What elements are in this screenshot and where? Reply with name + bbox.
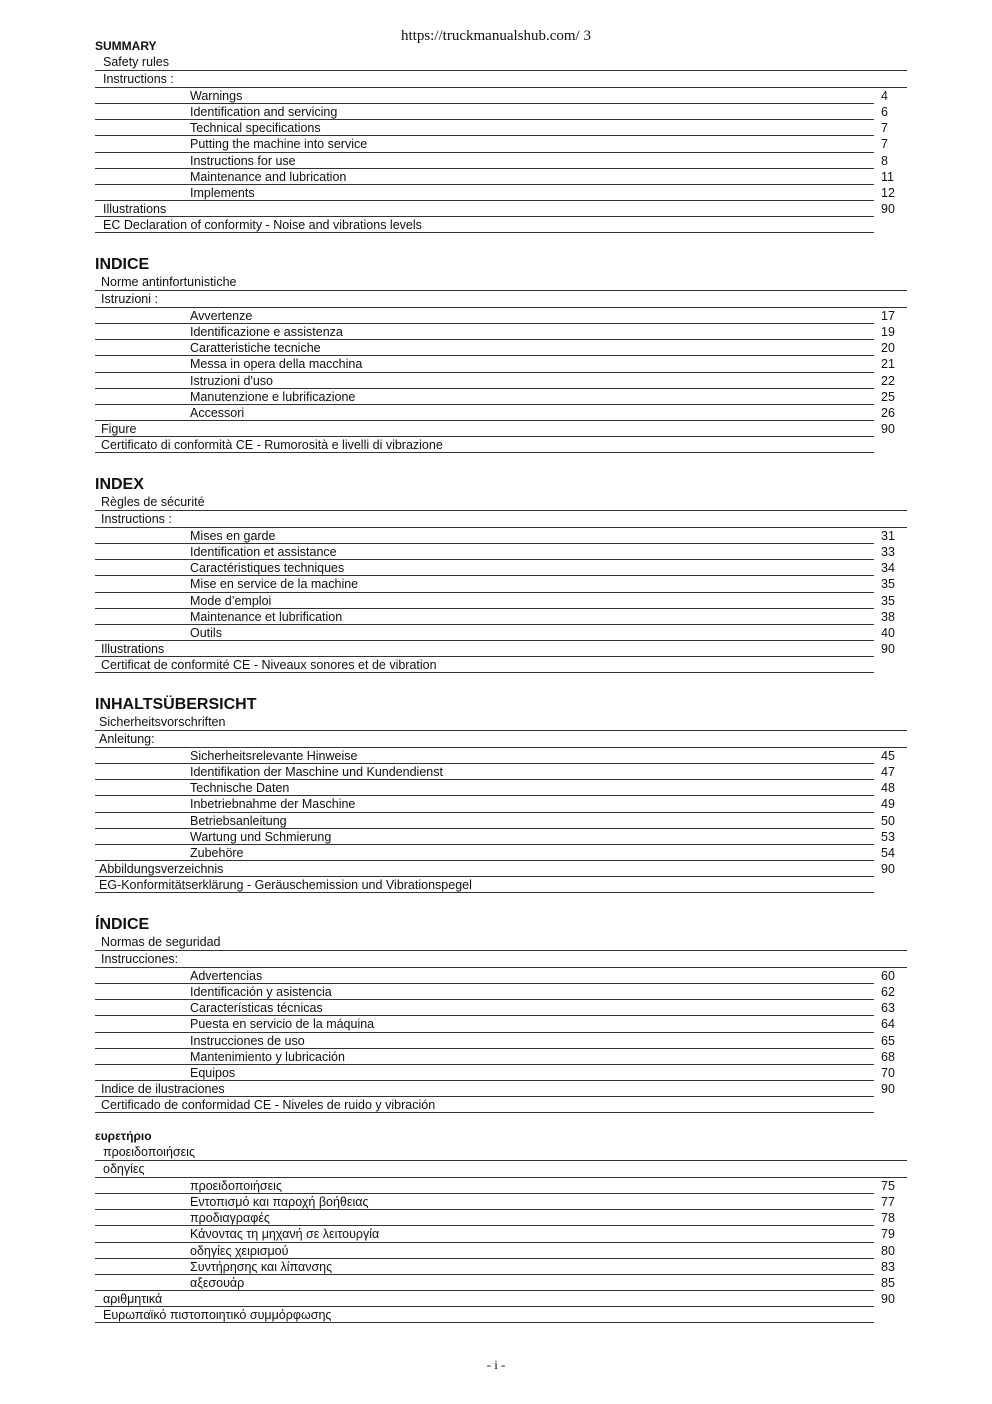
item-page: 7 xyxy=(881,137,888,152)
figures-page: 90 xyxy=(881,1291,895,1306)
item-label: Identification et assistance xyxy=(190,545,337,560)
toc-item xyxy=(95,1016,907,1032)
item-label: Instructions for use xyxy=(190,153,296,168)
toc-section-italian xyxy=(95,256,907,453)
item-page: 38 xyxy=(881,609,895,624)
item-page: 31 xyxy=(881,529,895,544)
item-label: Mises en garde xyxy=(190,529,276,544)
item-page: 12 xyxy=(881,185,895,200)
toc-item xyxy=(95,104,907,120)
item-page: 70 xyxy=(881,1065,895,1080)
section-title: ευρετήριο xyxy=(95,1129,152,1143)
toc-item xyxy=(95,1194,907,1210)
toc-item xyxy=(95,356,907,372)
declaration-row xyxy=(95,877,907,893)
toc-item xyxy=(95,544,907,560)
item-label: Zubehöre xyxy=(190,845,244,860)
item-page: 21 xyxy=(881,357,895,372)
item-page: 11 xyxy=(881,169,894,184)
item-page: 79 xyxy=(881,1227,895,1242)
item-page: 6 xyxy=(881,105,888,120)
item-page: 25 xyxy=(881,389,895,404)
section-title: INDEX xyxy=(95,476,144,493)
item-page: 49 xyxy=(881,797,895,812)
item-page: 47 xyxy=(881,765,895,780)
figures-label: Figure xyxy=(101,421,137,436)
item-page: 68 xyxy=(881,1049,895,1064)
item-page: 20 xyxy=(881,341,895,356)
item-page: 63 xyxy=(881,1001,895,1016)
item-label: Puesta en servicio de la máquina xyxy=(190,1017,375,1032)
intro-row xyxy=(95,54,907,71)
item-label: Identificazione e assistenza xyxy=(190,325,343,340)
declaration-label: Certificat de conformité CE - Niveaux sonores et de vibration xyxy=(101,657,437,672)
section-title: ÍNDICE xyxy=(95,916,150,933)
item-label: Inbetriebnahme der Maschine xyxy=(190,797,356,812)
intro-row xyxy=(95,1144,907,1161)
declaration-row xyxy=(95,437,907,453)
declaration-label: Ευρωπαϊκό πιστοποιητικό συμμόρφωσης xyxy=(103,1307,332,1322)
figures-label: Illustrations xyxy=(101,641,165,656)
item-page: 7 xyxy=(881,121,888,136)
figures-label: αριθμητικά xyxy=(103,1291,163,1306)
figures-page: 90 xyxy=(881,421,895,436)
toc-item xyxy=(95,169,907,185)
toc-item xyxy=(95,1178,907,1194)
item-label: Implements xyxy=(190,185,255,200)
intro-row xyxy=(95,274,907,291)
group-row xyxy=(95,291,907,308)
item-page: 8 xyxy=(881,153,888,168)
item-label: οδηγίες χειρισμού xyxy=(190,1243,289,1258)
group-row xyxy=(95,731,907,748)
toc-item xyxy=(95,984,907,1000)
toc-item xyxy=(95,1033,907,1049)
toc-item xyxy=(95,829,907,845)
declaration-label: Certificado de conformidad CE - Niveles de ruido y vibración xyxy=(101,1097,436,1112)
item-label: Warnings xyxy=(190,89,243,104)
item-label: Advertencias xyxy=(190,969,263,984)
item-label: Wartung und Schmierung xyxy=(190,829,332,844)
declaration-label: Certificato di conformità CE - Rumorosità e livelli di vibrazione xyxy=(101,437,443,452)
declaration-row xyxy=(95,657,907,673)
item-label: προειδοποιήσεις xyxy=(190,1179,282,1194)
item-label: Características técnicas xyxy=(190,1001,323,1016)
toc-item xyxy=(95,1210,907,1226)
group-label: Istruzioni : xyxy=(101,292,158,307)
item-label: Maintenance et lubrification xyxy=(190,609,343,624)
item-label: Outils xyxy=(190,625,222,640)
item-page: 60 xyxy=(881,969,895,984)
item-label: Istruzioni d'uso xyxy=(190,373,273,388)
intro-row xyxy=(95,714,907,731)
toc-item xyxy=(95,1000,907,1016)
intro-label: προειδοποιήσεις xyxy=(103,1145,195,1159)
intro-label: Règles de sécurité xyxy=(101,495,205,509)
toc-section-greek xyxy=(95,1128,907,1323)
toc-item xyxy=(95,136,907,152)
toc-item xyxy=(95,593,907,609)
item-label: Technische Daten xyxy=(190,781,290,796)
figures-label: Indice de ilustraciones xyxy=(101,1081,225,1096)
figures-row xyxy=(95,861,907,877)
group-row xyxy=(95,511,907,528)
toc-item xyxy=(95,120,907,136)
declaration-row xyxy=(95,1307,907,1323)
item-page: 75 xyxy=(881,1179,895,1194)
intro-label: Normas de seguridad xyxy=(101,935,221,949)
item-label: Equipos xyxy=(190,1065,236,1080)
figures-row xyxy=(95,641,907,657)
group-label: οδηγίες xyxy=(103,1162,145,1177)
toc-item xyxy=(95,576,907,592)
item-page: 83 xyxy=(881,1259,895,1274)
group-row xyxy=(95,71,907,88)
item-page: 50 xyxy=(881,813,895,828)
item-page: 22 xyxy=(881,373,895,388)
item-label: αξεσουάρ xyxy=(190,1275,245,1290)
item-label: Messa in opera della macchina xyxy=(190,357,363,372)
item-page: 65 xyxy=(881,1033,895,1048)
figures-row xyxy=(95,421,907,437)
item-page: 53 xyxy=(881,829,895,844)
intro-label: Sicherheitsvorschriften xyxy=(99,715,226,729)
item-page: 48 xyxy=(881,781,895,796)
intro-label: Safety rules xyxy=(103,55,170,69)
intro-row xyxy=(95,494,907,511)
toc-item xyxy=(95,609,907,625)
declaration-label: EC Declaration of conformity - Noise and vibrations levels xyxy=(103,217,422,232)
item-page: 64 xyxy=(881,1017,895,1032)
item-page: 77 xyxy=(881,1195,895,1210)
item-label: Mode d’emploi xyxy=(190,593,272,608)
item-label: Instrucciones de uso xyxy=(190,1033,305,1048)
section-title: SUMMARY xyxy=(95,39,157,53)
item-label: Κάνοντας τη μηχανή σε λειτουργία xyxy=(190,1227,380,1242)
toc-item xyxy=(95,88,907,104)
toc-item xyxy=(95,1226,907,1242)
toc-section-english xyxy=(95,38,907,233)
toc-item xyxy=(95,405,907,421)
figures-row xyxy=(95,1291,907,1307)
declaration-row xyxy=(95,1097,907,1113)
item-label: Mantenimiento y lubricación xyxy=(190,1049,345,1064)
toc-item xyxy=(95,1049,907,1065)
item-label: Avvertenze xyxy=(190,309,253,324)
item-label: Identificación y asistencia xyxy=(190,985,332,1000)
group-label: Instructions : xyxy=(101,512,172,527)
intro-label: Norme antinfortunistiche xyxy=(101,275,237,289)
page-number-footer: - i - xyxy=(486,1357,506,1372)
item-label: Εντοπισμό και παροχή βοήθειας xyxy=(190,1195,369,1210)
toc-section-german xyxy=(95,696,907,893)
item-page: 33 xyxy=(881,545,895,560)
figures-label: Abbildungsverzeichnis xyxy=(99,861,224,876)
item-page: 35 xyxy=(881,593,895,608)
section-title: INHALTSÜBERSICHT xyxy=(95,696,257,713)
toc-item xyxy=(95,764,907,780)
toc-section-french xyxy=(95,476,907,673)
figures-page: 90 xyxy=(881,1081,895,1096)
toc-item xyxy=(95,389,907,405)
group-label: Instrucciones: xyxy=(101,952,179,967)
figures-page: 90 xyxy=(881,861,895,876)
item-page: 4 xyxy=(881,89,888,104)
item-label: Accessori xyxy=(190,405,245,420)
declaration-label: EG-Konformitätserklärung - Geräuschemission und Vibrationspegel xyxy=(99,877,472,892)
toc-item xyxy=(95,1275,907,1291)
toc-item xyxy=(95,324,907,340)
toc-item xyxy=(95,968,907,984)
item-page: 17 xyxy=(881,309,895,324)
item-page: 85 xyxy=(881,1275,895,1290)
item-page: 80 xyxy=(881,1243,895,1258)
item-page: 62 xyxy=(881,985,895,1000)
page-header-url: https://truckmanualshub.com/ 3 xyxy=(401,28,591,44)
toc-item xyxy=(95,528,907,544)
figures-row xyxy=(95,201,907,217)
toc-item xyxy=(95,796,907,812)
toc-item xyxy=(95,813,907,829)
toc-item xyxy=(95,373,907,389)
item-page: 45 xyxy=(881,749,895,764)
item-page: 26 xyxy=(881,405,895,420)
toc-item xyxy=(95,845,907,861)
group-label: Anleitung: xyxy=(99,732,155,747)
item-label: προδιαγραφές xyxy=(190,1211,270,1226)
figures-page: 90 xyxy=(881,201,895,216)
item-label: Mise en service de la machine xyxy=(190,577,359,592)
item-label: Betriebsanleitung xyxy=(190,813,287,828)
item-label: Identifikation der Maschine und Kundendienst xyxy=(190,765,443,780)
item-label: Identification and servicing xyxy=(190,105,338,120)
item-label: Putting the machine into service xyxy=(190,137,368,152)
item-label: Manutenzione e lubrificazione xyxy=(190,389,356,404)
toc-item xyxy=(95,308,907,324)
declaration-row xyxy=(95,217,907,233)
toc-item xyxy=(95,340,907,356)
item-page: 35 xyxy=(881,577,895,592)
section-title: INDICE xyxy=(95,256,150,273)
item-page: 19 xyxy=(881,325,895,340)
figures-page: 90 xyxy=(881,641,895,656)
toc-item xyxy=(95,185,907,201)
toc-item xyxy=(95,1243,907,1259)
toc-item xyxy=(95,748,907,764)
item-page: 40 xyxy=(881,625,895,640)
item-label: Sicherheitsrelevante Hinweise xyxy=(190,749,358,764)
item-label: Maintenance and lubrication xyxy=(190,169,347,184)
toc-item xyxy=(95,560,907,576)
toc-item xyxy=(95,1065,907,1081)
item-label: Caratteristiche tecniche xyxy=(190,341,321,356)
item-page: 34 xyxy=(881,561,895,576)
toc-item xyxy=(95,780,907,796)
group-label: Instructions : xyxy=(103,72,174,87)
item-label: Technical specifications xyxy=(190,121,321,136)
figures-label: Illustrations xyxy=(103,201,167,216)
toc-item xyxy=(95,153,907,169)
toc-item xyxy=(95,1259,907,1275)
group-row xyxy=(95,951,907,968)
toc-section-spanish xyxy=(95,916,907,1113)
item-label: Caractéristiques techniques xyxy=(190,561,345,576)
item-page: 78 xyxy=(881,1211,895,1226)
figures-row xyxy=(95,1081,907,1097)
item-label: Συντήρησης και λίπανσης xyxy=(190,1259,333,1274)
item-page: 54 xyxy=(881,845,895,860)
intro-row xyxy=(95,934,907,951)
group-row xyxy=(95,1161,907,1178)
toc-item xyxy=(95,625,907,641)
